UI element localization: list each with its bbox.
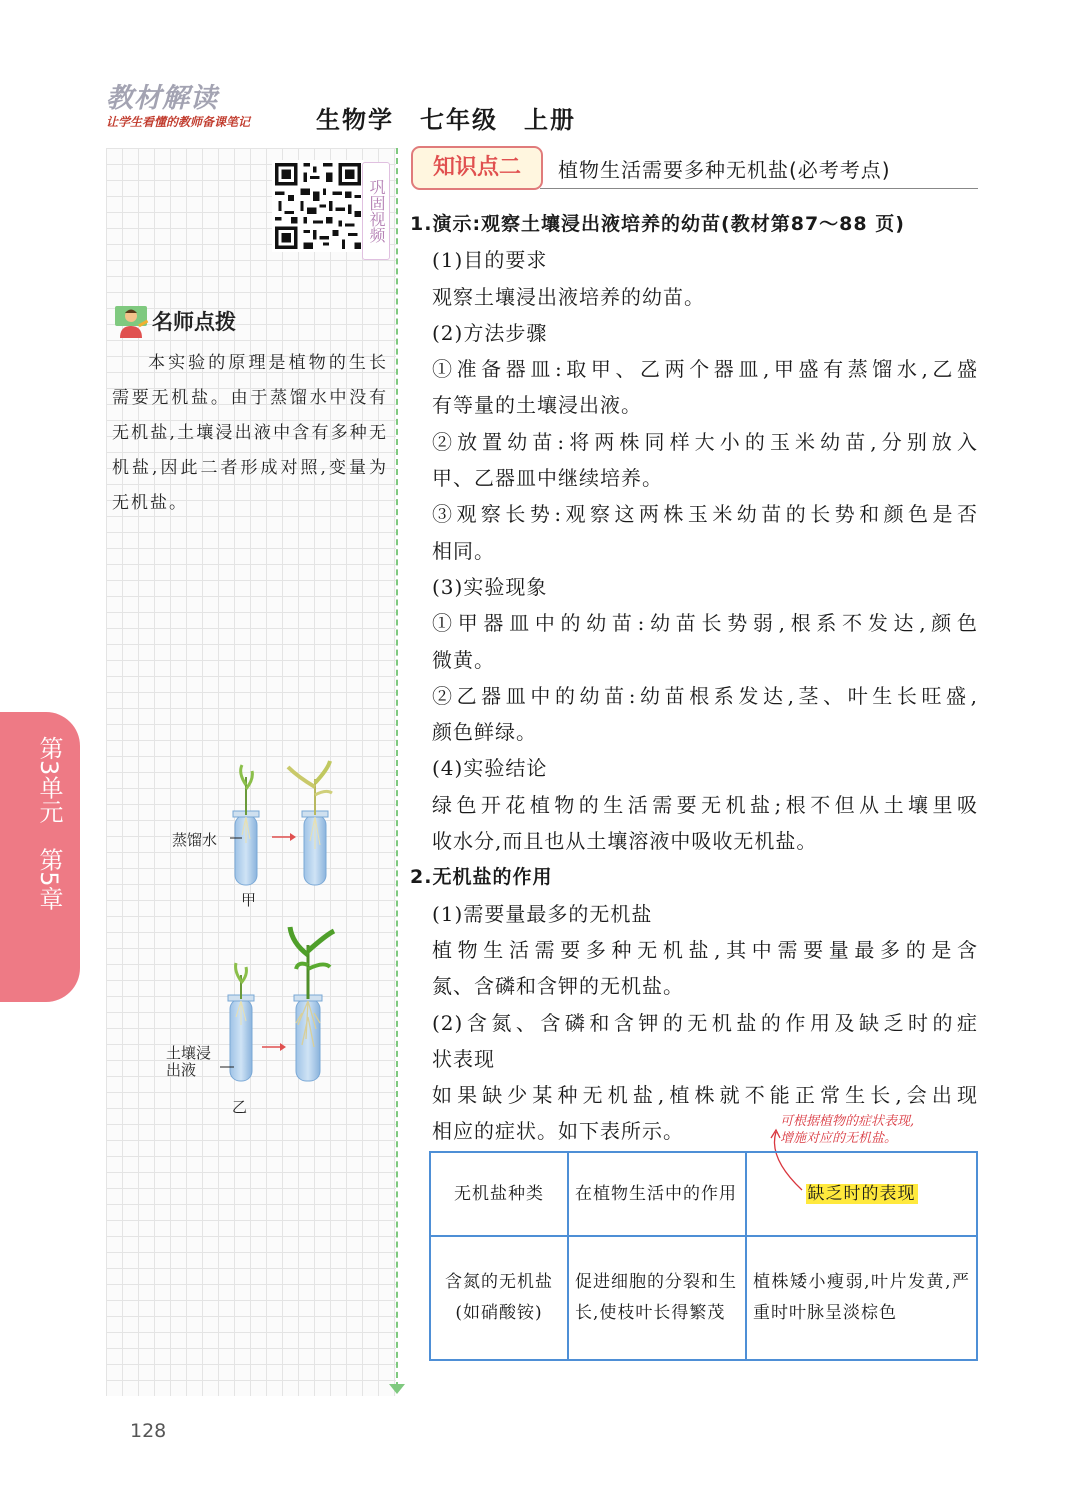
unit-chapter-label: 第3单元 第5章	[35, 736, 63, 911]
divider-arrow-icon	[389, 1384, 405, 1394]
paragraph-line: 颜色鲜绿。	[432, 720, 537, 745]
paragraph-line: 相应的症状。如下表所示。	[432, 1119, 684, 1144]
brand-subtitle: 让学生看懂的教师备课笔记	[106, 115, 251, 129]
label-soil-extract-2: 出液	[166, 1061, 197, 1079]
subheading: (2)方法步骤	[432, 320, 548, 345]
qr-code-icon[interactable]	[272, 160, 364, 252]
tube-jia-after	[288, 761, 332, 885]
table-header-role: 在植物生活中的作用	[568, 1152, 746, 1236]
tube-yi-after	[290, 927, 334, 1081]
book-title: 生物学 七年级 上册	[316, 105, 576, 134]
unit-chapter-tab[interactable]	[0, 712, 80, 1002]
label-jia: 甲	[241, 891, 257, 909]
table-header-deficiency: 缺乏时的表现	[746, 1152, 977, 1236]
paragraph-line: (2)含氮、含磷和含钾的无机盐的作用及缺乏时的症	[432, 1010, 978, 1035]
inorganic-salt-table	[429, 1151, 978, 1361]
paragraph-line: 状表现	[432, 1046, 495, 1071]
paragraph-line: 微黄。	[432, 647, 495, 672]
tip-text: 本实验的原理是植物的生长需要无机盐。由于蒸馏水中没有无机盐,土壤浸出液中含有多种无机盐,因此二者形成对照,变量为无机盐。	[112, 353, 388, 513]
knowledge-point-badge: 知识点二	[411, 146, 543, 190]
subheading: (3)实验现象	[432, 574, 548, 599]
main-content	[410, 206, 978, 1150]
subheading: (1)目的要求	[432, 248, 548, 273]
table-cell-type: 含氮的无机盐 (如硝酸铵)	[430, 1236, 568, 1360]
table-cell-deficiency: 植株矮小瘦弱,叶片发黄,严重时叶脉呈淡棕色	[746, 1236, 977, 1360]
section-heading: 2.无机盐的作用	[410, 866, 553, 889]
knowledge-point-rule	[540, 188, 978, 189]
label-distilled-water: 蒸馏水	[172, 831, 218, 849]
qr-video-label: 巩固视频	[362, 162, 390, 260]
table-cell-role: 促进细胞的分裂和生长,使枝叶长得繁茂	[568, 1236, 746, 1360]
paragraph-line: 收水分,而且也从土壤溶液中吸收无机盐。	[432, 829, 818, 854]
paragraph-line: 氮、含磷和含钾的无机盐。	[432, 974, 684, 999]
arrow-jia	[272, 833, 296, 841]
tip-header	[112, 302, 236, 340]
paragraph-line: ①甲器皿中的幼苗:幼苗长势弱,根系不发达,颜色	[432, 611, 978, 636]
knowledge-point-title: 植物生活需要多种无机盐(必考考点)	[558, 158, 891, 182]
brand-logo-text: 教材解读	[106, 83, 218, 114]
paragraph-line: ②放置幼苗:将两株同样大小的玉米幼苗,分别放入	[432, 429, 978, 454]
paragraph-line: ②乙器皿中的幼苗:幼苗根系发达,茎、叶生长旺盛,	[432, 683, 978, 708]
paragraph-line: 有等量的土壤浸出液。	[432, 393, 642, 418]
paragraph-line: 观察土壤浸出液培养的幼苗。	[432, 284, 705, 309]
paragraph-line: ①准备器皿:取甲、乙两个器皿,甲盛有蒸馏水,乙盛	[432, 357, 978, 382]
experiment-figure	[180, 755, 360, 1125]
paragraph-line: 相同。	[432, 538, 495, 563]
arrow-yi	[262, 1043, 286, 1051]
teacher-icon	[112, 302, 150, 340]
table-header-type: 无机盐种类	[430, 1152, 568, 1236]
tip-title: 名师点拨	[152, 310, 236, 334]
paragraph-line: ③观察长势:观察这两株玉米幼苗的长势和颜色是否	[432, 502, 978, 527]
label-soil-extract-1: 土壤浸	[166, 1044, 212, 1062]
subheading: (1)需要量最多的无机盐	[432, 901, 653, 926]
handwritten-annotation: 可根据植物的症状表现, 增施对应的无机盐。	[780, 1114, 915, 1146]
section-heading: 1.演示:观察土壤浸出液培养的幼苗(教材第87～88 页)	[410, 213, 905, 235]
tube-jia-before	[233, 765, 259, 885]
label-yi: 乙	[232, 1098, 248, 1116]
paragraph-line: 甲、乙器皿中继续培养。	[432, 466, 663, 491]
paragraph-line: 绿色开花植物的生活需要无机盐;根不但从土壤里吸	[432, 792, 978, 817]
paragraph-line: 植物生活需要多种无机盐,其中需要量最多的是含	[432, 937, 978, 962]
subheading: (4)实验结论	[432, 756, 548, 781]
paragraph-line: 如果缺少某种无机盐,植株就不能正常生长,会出现	[432, 1083, 978, 1108]
page-number: 128	[130, 1420, 167, 1442]
tube-yi-before	[228, 963, 254, 1081]
sidebar-divider	[396, 148, 398, 1388]
